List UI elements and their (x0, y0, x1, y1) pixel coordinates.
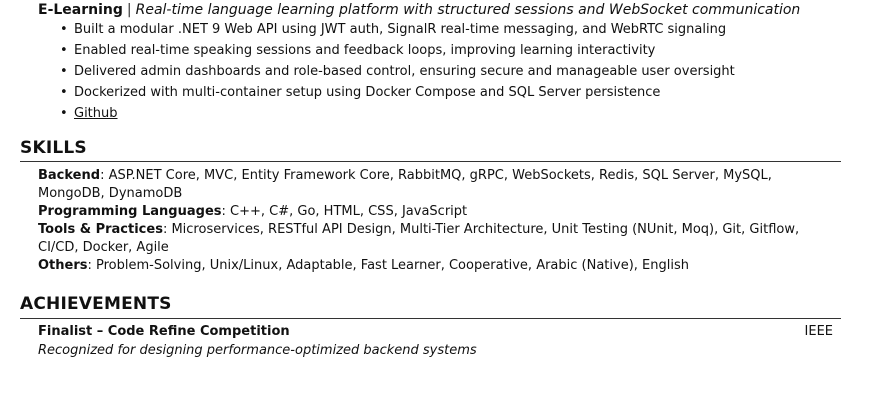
project-separator: | (126, 2, 132, 18)
skill-label: Others (38, 258, 88, 273)
skill-label: Tools & Practices (38, 222, 163, 237)
skill-entry-languages (38, 203, 838, 221)
skills-list (38, 167, 838, 275)
achievement-description: Recognized for designing performance-optimized backend systems (38, 343, 477, 358)
skills-section-title: SKILLS (20, 138, 87, 158)
project-link-item (60, 105, 735, 126)
achievement-org: IEEE (804, 324, 833, 339)
project-bullet: • Built a modular .NET 9 Web API using JWT auth, SignalR real-time messaging, and WebRTC signaling (60, 21, 735, 42)
skill-sep: : (100, 168, 109, 183)
skill-text: Microservices, RESTful API Design, Multi-Tier Architecture, Unit Testing (NUnit, Moq), Git, Gitflow, CI/CD, Docker, Agile (38, 222, 800, 255)
skill-text: C++, C#, Go, HTML, CSS, JavaScript (230, 204, 468, 219)
achievements-section-title: ACHIEVEMENTS (20, 294, 172, 314)
skill-sep: : (87, 258, 97, 273)
achievement-header (38, 322, 833, 341)
skill-sep: : (162, 222, 172, 237)
project-tagline: Real-time language learning platform with structured sessions and WebSocket communication (135, 2, 801, 18)
github-link[interactable]: Github (74, 106, 118, 121)
skill-entry-backend (38, 167, 838, 203)
project-bullet: • Enabled real-time speaking sessions and feedback loops, improving learning interactivity (60, 42, 735, 63)
skill-label: Backend (38, 168, 101, 183)
skills-divider (20, 161, 841, 162)
achievement-item (38, 322, 833, 360)
project-header (38, 1, 800, 20)
skill-label: Programming Languages (38, 204, 222, 219)
project-bullet-list (60, 21, 735, 126)
project-bullet: • Dockerized with multi-container setup using Docker Compose and SQL Server persistence (60, 84, 735, 105)
skill-sep: : (221, 204, 231, 219)
project-bullet: • Delivered admin dashboards and role-based control, ensuring secure and manageable user oversight (60, 63, 735, 84)
skill-text: ASP.NET Core, MVC, Entity Framework Core, RabbitMQ, gRPC, WebSockets, Redis, SQL Server, MySQL, MongoDB, DynamoDB (38, 168, 772, 201)
achievement-name: Finalist – Code Refine Competition (38, 324, 290, 339)
achievements-divider (20, 318, 841, 319)
skill-entry-tools (38, 221, 838, 257)
project-name: E-Learning (38, 2, 123, 18)
skill-text: Problem-Solving, Unix/Linux, Adaptable, Fast Learner, Cooperative, Arabic (Native), English (96, 258, 689, 273)
skill-entry-others (38, 257, 838, 275)
